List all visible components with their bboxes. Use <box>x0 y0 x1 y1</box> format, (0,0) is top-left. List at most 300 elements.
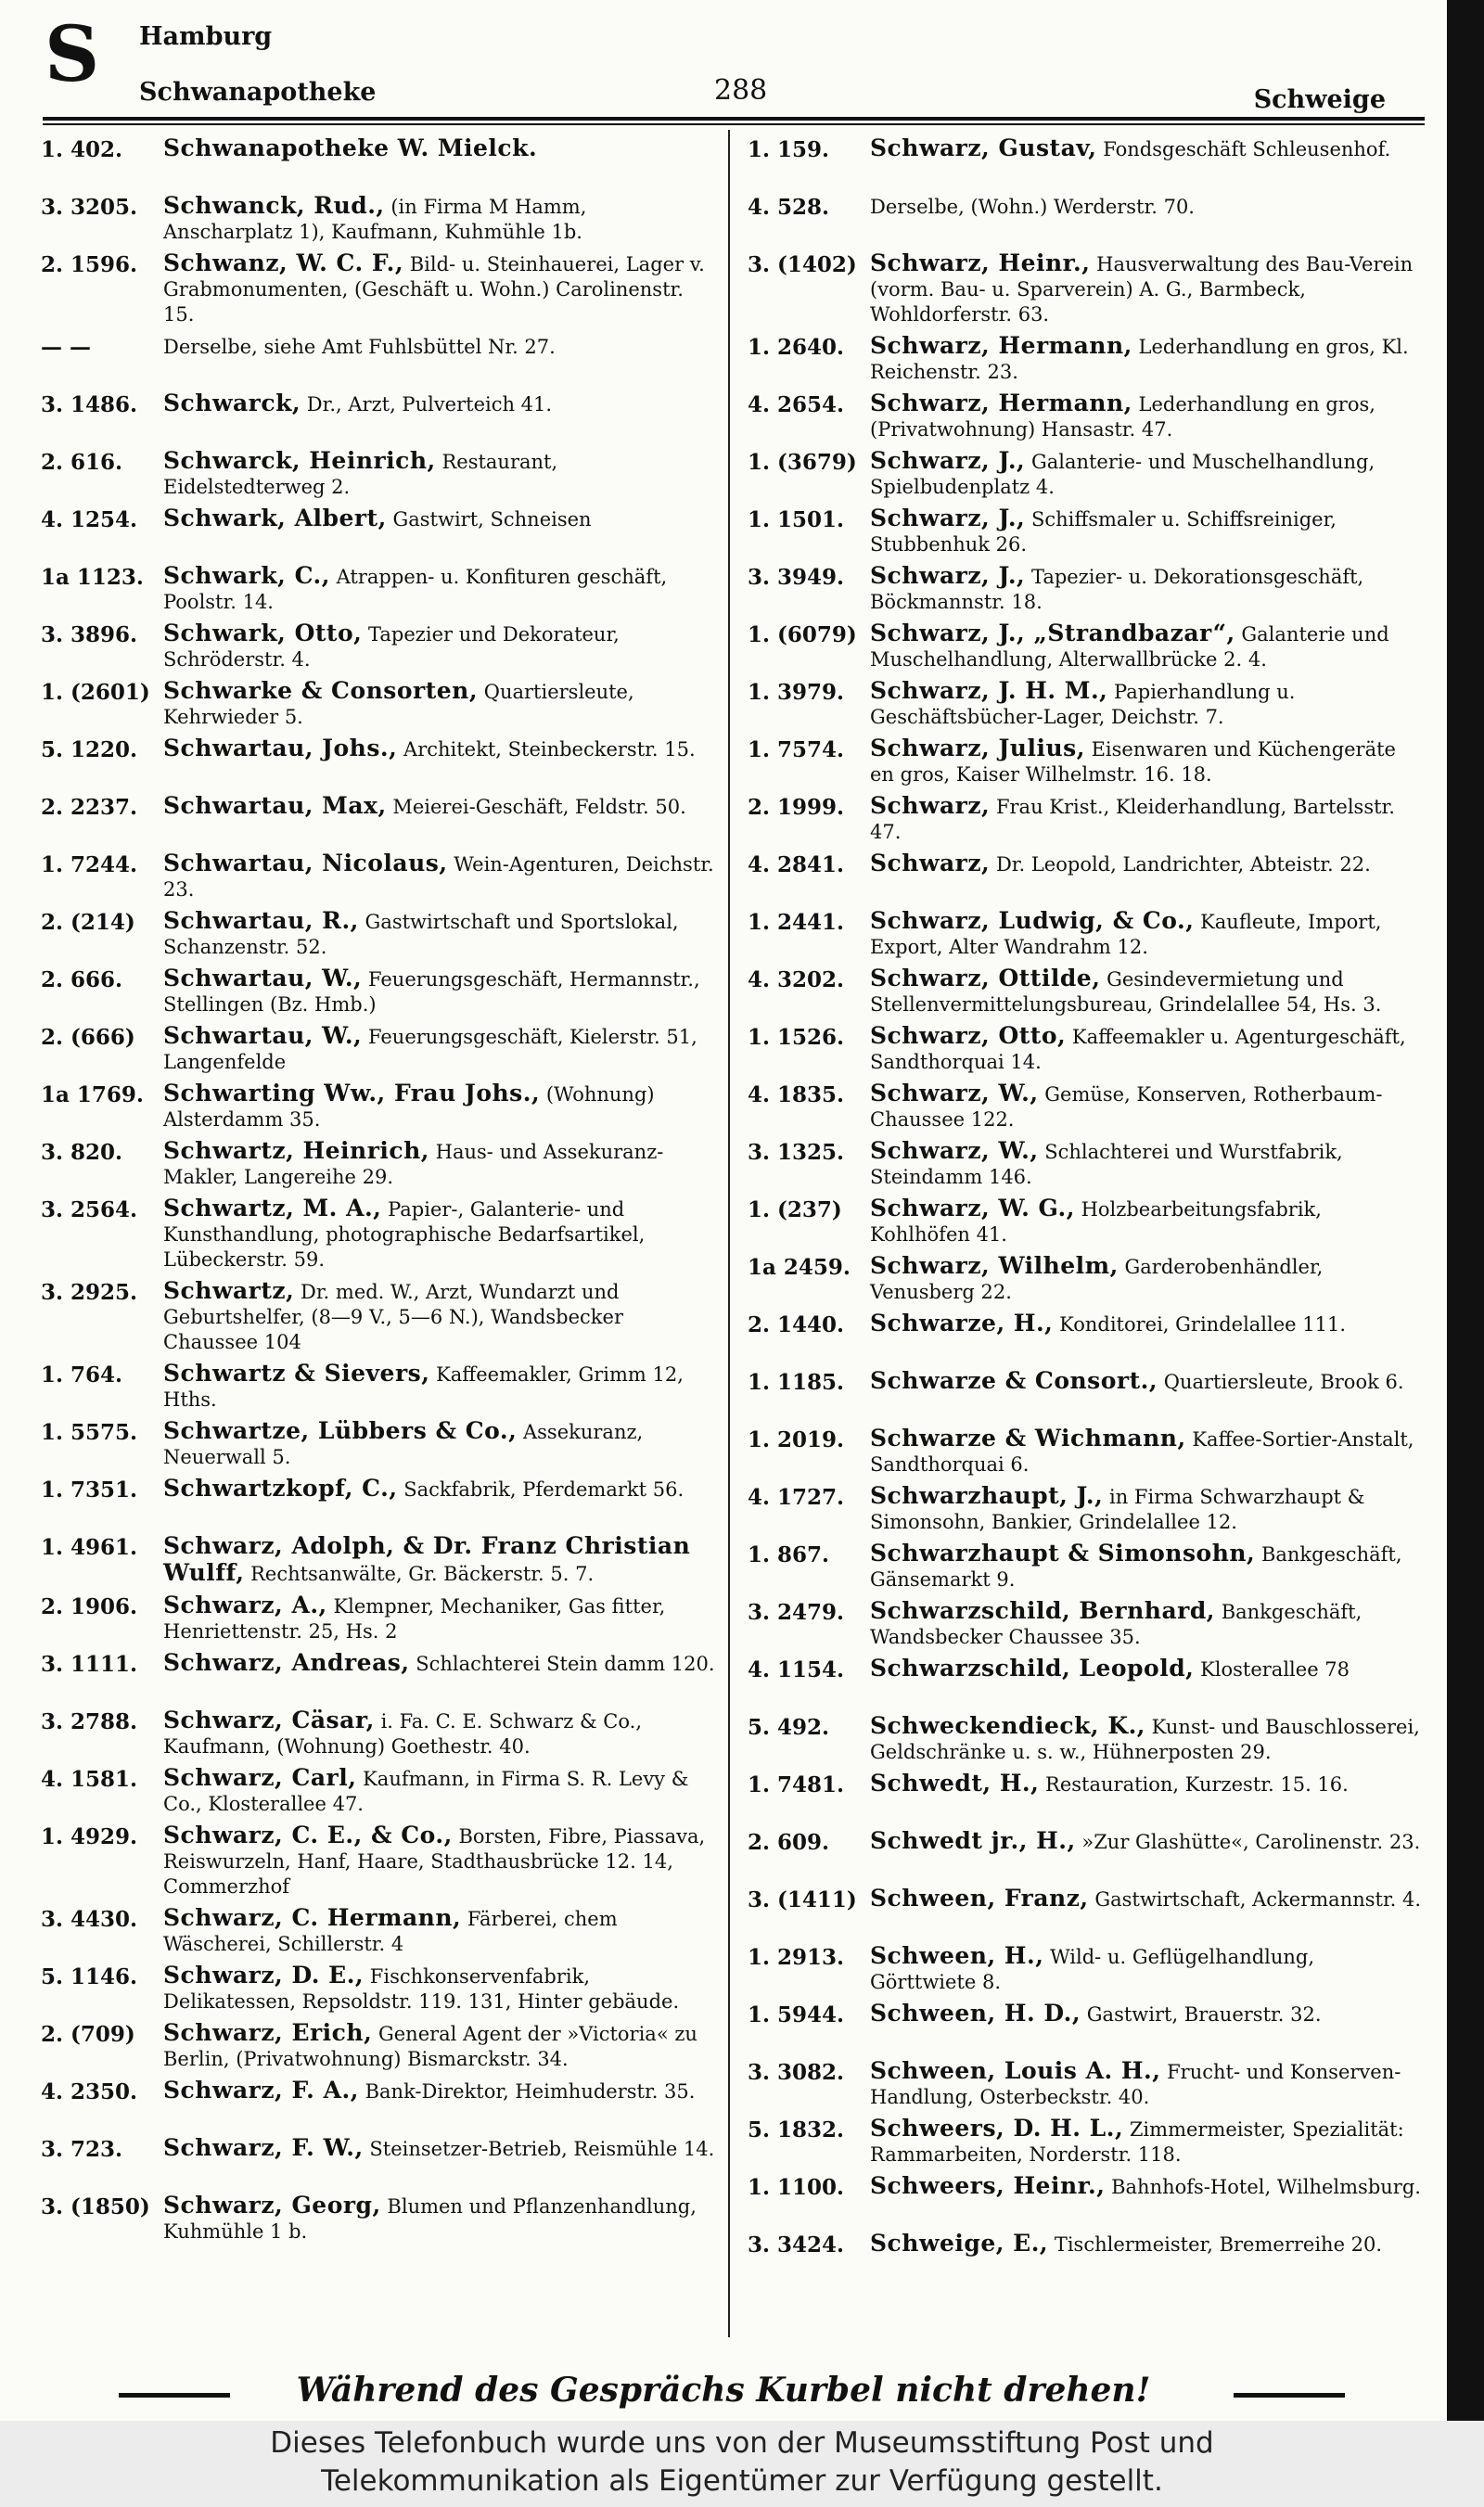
entry-name: Schwarz, Heinr., <box>870 249 1091 276</box>
phone-number: 2. (214) <box>41 910 135 935</box>
directory-entry <box>41 1765 716 1817</box>
entry-name: Schween, H., <box>870 1942 1044 1969</box>
entry-name: Schwanz, W. C. F., <box>163 249 404 276</box>
entry-details: Rechtsanwälte, Gr. Bäckerstr. 5. 7. <box>250 1563 595 1585</box>
entry-name: Schwartze, Lübbers & Co., <box>163 1417 518 1444</box>
phone-number: 4. 1581. <box>41 1767 138 1792</box>
entry-body <box>870 1483 1423 1535</box>
phone-number: 2. (709) <box>41 2022 135 2047</box>
directory-entry <box>41 1023 716 1075</box>
directory-entry <box>748 1771 1423 1823</box>
entry-name: Schwartz, Heinrich, <box>163 1137 429 1164</box>
directory-entry <box>748 2173 1423 2225</box>
entry-body <box>870 1138 1423 1190</box>
entry-name: Schwarz, <box>870 792 991 819</box>
entry-name: Schwarz, J., <box>870 562 1026 589</box>
directory-entry <box>41 1533 716 1587</box>
directory-entry <box>41 1905 716 1957</box>
entry-body <box>163 1592 716 1644</box>
directory-entry <box>41 2193 716 2245</box>
directory-entry <box>41 2078 716 2130</box>
entry-name: Schwarz, W. G., <box>870 1195 1075 1222</box>
entry-details: Konditorei, Grindelallee 111. <box>1059 1313 1347 1336</box>
entry-body <box>163 793 716 820</box>
entry-body <box>870 851 1423 877</box>
entry-details: Meierei-Geschäft, Feldstr. 50. <box>392 796 686 818</box>
entry-details: Papierhandlung u. Geschäftsbücher-Lager, Deichstr. 7. <box>870 681 1296 728</box>
entry-name: Schwartz, M. A., <box>163 1195 382 1222</box>
phone-number: 3. 820. <box>41 1140 123 1165</box>
entry-name: Schwarke & Consorten, <box>163 677 479 704</box>
phone-number: 1. 1526. <box>748 1025 845 1050</box>
header-first-entry: Schwanapotheke <box>139 78 377 107</box>
entry-body <box>163 448 716 500</box>
entry-details: Fischkonservenfabrik, Delikatessen, Repsoldstr. 119. 131, Hinter gebäude. <box>163 1965 680 2013</box>
phone-number: 1. 4929. <box>41 1824 138 1849</box>
entry-name: Schwarz, Ludwig, & Co., <box>870 907 1195 934</box>
entry-details: Gemüse, Konserven, Rotherbaum-Chaussee 122. <box>870 1083 1383 1131</box>
phone-number: 1. 2019. <box>748 1427 845 1452</box>
phone-number: 1. 764. <box>41 1362 123 1388</box>
phone-number: 1. 7244. <box>41 852 138 877</box>
phone-number: 2. 609. <box>748 1830 830 1855</box>
entry-body <box>870 1541 1423 1592</box>
entry-details: Derselbe, (Wohn.) Werderstr. 70. <box>870 196 1195 218</box>
phone-number: 2. 616. <box>41 450 123 475</box>
phone-number: — — <box>41 335 92 360</box>
directory-entry <box>748 1541 1423 1592</box>
entry-body <box>870 1943 1423 1995</box>
directory-entry <box>41 1823 716 1899</box>
entry-body <box>870 193 1423 220</box>
directory-entry <box>748 1023 1423 1075</box>
entry-details: Tischlermeister, Bremerreihe 20. <box>1054 2233 1383 2256</box>
entry-name: Schwarzhaupt & Simonsohn, <box>870 1540 1256 1567</box>
entry-name: Schweige, E., <box>870 2230 1049 2257</box>
phone-number: 3. 723. <box>41 2137 123 2162</box>
entry-name: Schwarck, <box>163 390 301 416</box>
entry-name: Schwarting Ww., Frau Johs., <box>163 1080 541 1106</box>
directory-entry <box>41 1963 716 2015</box>
directory-entry <box>41 1592 716 1644</box>
directory-entry <box>748 1081 1423 1132</box>
phone-number: 3. 1325. <box>748 1140 845 1165</box>
directory-entry <box>41 505 716 557</box>
entry-name: Schweers, Heinr., <box>870 2172 1106 2199</box>
left-column <box>41 135 716 2250</box>
phone-number: 1. 1100. <box>748 2175 845 2200</box>
entry-details: Kaffeemakler u. Agenturgeschäft, Sandthorquai 14. <box>870 1026 1406 1073</box>
entry-name: Schwarz, Otto, <box>870 1022 1067 1049</box>
header-last-entry: Schweige <box>1253 85 1386 114</box>
directory-entry <box>748 2001 1423 2053</box>
directory-entry <box>748 1598 1423 1650</box>
entry-name: Schween, H. D., <box>870 2000 1081 2027</box>
footer-rule-right <box>1234 2393 1345 2398</box>
entry-name: Schwarz, Georg, <box>163 2192 381 2219</box>
directory-entry <box>748 1656 1423 1708</box>
entry-details: Lederhandlung en gros, (Privatwohnung) Hansastr. 47. <box>870 393 1375 441</box>
directory-entry <box>748 1138 1423 1190</box>
phone-number: 4. 2654. <box>748 392 845 417</box>
entry-body <box>870 448 1423 500</box>
entry-body <box>163 250 716 327</box>
entry-details: Galanterie und Muschelhandlung, Alterwallbrücke 2. 4. <box>870 623 1389 671</box>
directory-entry <box>748 735 1423 787</box>
entry-details: Steinsetzer-Betrieb, Reismühle 14. <box>369 2138 715 2160</box>
directory-entry <box>748 2058 1423 2110</box>
directory-entry <box>41 390 716 442</box>
phone-number: 2. 1906. <box>41 1594 138 1619</box>
entry-details: Schiffsmaler u. Schiffsreiniger, Stubbenhuk 26. <box>870 508 1337 556</box>
entry-body <box>163 2193 716 2245</box>
entry-body <box>870 1253 1423 1305</box>
entry-body <box>163 193 716 245</box>
entry-name: Schwartau, Johs., <box>163 735 398 761</box>
entry-details: (in Firma M Hamm, Anscharplatz 1), Kaufmann, Kuhmühle 1b. <box>163 196 587 243</box>
entry-body <box>870 390 1423 442</box>
entry-details: General Agent der »Victoria« zu Berlin, (Privatwohnung) Bismarckstr. 34. <box>163 2023 697 2070</box>
header-rule <box>43 117 1425 121</box>
directory-entry <box>41 735 716 787</box>
entry-body <box>163 1533 716 1587</box>
entry-body <box>870 1771 1423 1797</box>
entry-name: Schwarz, Carl, <box>163 1764 357 1791</box>
entry-details: Kaffee-Sortier-Anstalt, Sandthorquai 6. <box>870 1428 1414 1476</box>
directory-entry <box>41 678 716 730</box>
entry-details: Kaffeemakler, Grimm 12, Hths. <box>163 1363 684 1411</box>
entry-details: Assekuranz, Neuerwall 5. <box>163 1421 644 1468</box>
directory-entry <box>748 1828 1423 1880</box>
entry-name: Schwark, Otto, <box>163 620 363 646</box>
entry-name: Schwarz, Wilhelm, <box>870 1252 1119 1279</box>
directory-entry <box>748 793 1423 845</box>
directory-entry <box>41 135 716 187</box>
entry-body <box>163 1708 716 1759</box>
phone-number: 1. 4961. <box>41 1535 138 1560</box>
entry-body <box>870 505 1423 557</box>
directory-entry <box>748 620 1423 672</box>
page-number: 288 <box>714 74 768 107</box>
caption-line-1: Dieses Telefonbuch wurde uns von der Museumsstiftung Post und <box>270 2426 1214 2460</box>
directory-entry <box>748 135 1423 187</box>
entry-details: Tapezier- u. Dekorationsgeschäft, Böckmannstr. 18. <box>870 566 1364 613</box>
entry-details: Restaurant, Eidelstedterweg 2. <box>163 451 558 498</box>
phone-number: 4. 1254. <box>41 507 138 532</box>
entry-body <box>870 333 1423 385</box>
directory-entry <box>748 505 1423 557</box>
entry-details: Schlachterei und Wurstfabrik, Steindamm 146. <box>870 1141 1343 1188</box>
entry-body <box>870 1886 1423 1912</box>
entry-details: Gastwirt, Brauerstr. 32. <box>1086 2003 1322 2026</box>
entry-name: Schwarz, C. E., & Co., <box>163 1822 453 1848</box>
directory-entry <box>748 851 1423 902</box>
phone-number: 3. (1411) <box>748 1887 857 1912</box>
entry-body <box>870 1828 1423 1855</box>
entry-name: Schwartzkopf, C., <box>163 1475 398 1502</box>
entry-body <box>870 1598 1423 1650</box>
phone-number: 1. 1185. <box>748 1370 845 1395</box>
entry-name: Schwarze, H., <box>870 1310 1054 1337</box>
phone-number: 1. 5575. <box>41 1420 138 1445</box>
entry-body <box>163 1278 716 1355</box>
entry-body <box>870 1426 1423 1477</box>
phone-number: 1a 2459. <box>748 1255 851 1280</box>
directory-entry <box>748 1368 1423 1420</box>
directory-entry <box>41 1361 716 1413</box>
ownership-caption <box>0 2421 1484 2507</box>
entry-body <box>163 1765 716 1817</box>
header-rule-thin <box>43 123 1425 125</box>
phone-number: 5. 1832. <box>748 2117 845 2142</box>
entry-body <box>163 563 716 615</box>
phone-number: 4. 1154. <box>748 1657 845 1682</box>
phone-number: 5. 1146. <box>41 1964 138 1989</box>
phone-number: 1. (6079) <box>748 622 857 647</box>
phone-number: 4. 528. <box>748 195 830 220</box>
phone-number: 1. 867. <box>748 1542 830 1567</box>
entry-body <box>870 2116 1423 2168</box>
entry-body <box>870 563 1423 615</box>
entry-body <box>870 1311 1423 1337</box>
directory-entry <box>748 2116 1423 2168</box>
directory-entry <box>748 1196 1423 1247</box>
entry-details: Fondsgeschäft Schleusenhof. <box>1103 138 1391 160</box>
entry-body <box>870 1081 1423 1132</box>
directory-entry <box>748 1483 1423 1535</box>
entry-details: Quartiersleute, Kehrwieder 5. <box>163 681 634 728</box>
entry-body <box>163 620 716 672</box>
phone-number: 1. (237) <box>748 1197 842 1222</box>
entry-body <box>163 1418 716 1470</box>
entry-body <box>163 505 716 532</box>
entry-name: Schwarz, J., <box>870 447 1026 474</box>
entry-name: Schwarz, Cäsar, <box>163 1707 375 1733</box>
entry-body <box>163 2078 716 2104</box>
entry-name: Schwarz, Julius, <box>870 735 1085 761</box>
directory-entry <box>748 908 1423 960</box>
phone-number: 1a 1769. <box>41 1082 144 1107</box>
entry-details: Kaufmann, in Firma S. R. Levy & Co., Klosterallee 47. <box>163 1768 689 1815</box>
phone-number: 4. 1835. <box>748 1082 845 1107</box>
directory-entry <box>748 966 1423 1017</box>
phone-number: 1. 159. <box>748 137 830 162</box>
entry-body <box>163 1963 716 2015</box>
footer-notice: Während des Gesprächs Kurbel nicht drehen! <box>296 2371 1151 2410</box>
phone-number: 3. (1402) <box>748 252 857 277</box>
entry-name: Schwarz, J., <box>870 505 1026 531</box>
directory-entry <box>41 966 716 1017</box>
entry-name: Schweers, D. H. L., <box>870 2115 1124 2142</box>
directory-entry <box>41 1418 716 1470</box>
entry-name: Schween, Franz, <box>870 1885 1089 1912</box>
directory-entry <box>748 678 1423 730</box>
entry-body <box>163 1023 716 1075</box>
directory-entry <box>748 448 1423 500</box>
phone-number: 3. 3205. <box>41 195 138 220</box>
entry-name: Schwarz, W., <box>870 1137 1039 1164</box>
entry-details: Restauration, Kurzestr. 15. 16. <box>1045 1773 1349 1796</box>
entry-body <box>870 793 1423 845</box>
entry-body <box>870 1023 1423 1075</box>
entry-body <box>870 735 1423 787</box>
entry-name: Schwartau, W., <box>163 1022 363 1049</box>
entry-name: Schween, Louis A. H., <box>870 2057 1161 2084</box>
entry-details: Wild- u. Geflügelhandlung, Görttwiete 8. <box>870 1946 1315 1993</box>
entry-body <box>870 2173 1423 2200</box>
entry-body <box>870 2058 1423 2110</box>
phone-number: 1. 5944. <box>748 2002 845 2027</box>
entry-body <box>163 1081 716 1132</box>
entry-details: Dr. Leopold, Landrichter, Abteistr. 22. <box>995 853 1371 876</box>
directory-entry <box>41 448 716 500</box>
entry-details: Quartiersleute, Brook 6. <box>1163 1371 1404 1393</box>
entry-body <box>163 735 716 762</box>
entry-body <box>163 851 716 902</box>
caption-line-2: Telekommunikation als Eigentümer zur Verfügung gestellt. <box>321 2464 1163 2498</box>
entry-details: Dr., Arzt, Pulverteich 41. <box>306 393 553 416</box>
entry-name: Schwarz, Hermann, <box>870 332 1132 359</box>
directory-entry <box>748 390 1423 442</box>
directory-entry <box>41 563 716 615</box>
entry-name: Schwarz, J. H. M., <box>870 677 1108 704</box>
phone-number: 3. 2479. <box>748 1600 845 1625</box>
entry-name: Schwarz, Gustav, <box>870 134 1097 161</box>
entry-name: Schwarzschild, Bernhard, <box>870 1597 1216 1624</box>
entry-details: Frucht- und Konserven-Handlung, Osterbeckstr. 40. <box>870 2061 1401 2108</box>
entry-details: Frau Krist., Kleiderhandlung, Bartelsstr. 47. <box>870 796 1395 843</box>
entry-name: Schwarz, F. W., <box>163 2134 364 2161</box>
entry-name: Schwartau, Nicolaus, <box>163 850 448 876</box>
entry-details: Gastwirtschaft, Ackermannstr. 4. <box>1094 1888 1422 1911</box>
entry-body <box>163 1476 716 1503</box>
entry-details: »Zur Glashütte«, Carolinenstr. 23. <box>1081 1831 1421 1853</box>
entry-details: Tapezier und Dekorateur, Schröderstr. 4. <box>163 623 620 671</box>
entry-name: Schwark, Albert, <box>163 505 387 531</box>
entry-details: Derselbe, siehe Amt Fuhlsbüttel Nr. 27. <box>163 336 556 358</box>
entry-name: Schwarzschild, Leopold, <box>870 1655 1195 1682</box>
entry-body <box>870 1368 1423 1395</box>
entry-details: Schlachterei Stein damm 120. <box>416 1653 715 1675</box>
phone-number: 3. 3949. <box>748 565 845 590</box>
entry-name: Schwarz, D. E., <box>163 1962 365 1989</box>
phone-number: 2. 1596. <box>41 252 138 277</box>
entry-body <box>163 1196 716 1273</box>
entry-details: Bank-Direktor, Heimhuderstr. 35. <box>365 2080 696 2103</box>
entry-details: Bild- u. Steinhauerei, Lager v. Grabmonumenten, (Geschäft u. Wohn.) Carolinenstr. 15. <box>163 253 705 326</box>
entry-body <box>870 2231 1423 2258</box>
entry-body <box>870 2001 1423 2027</box>
entry-body <box>163 135 716 162</box>
phone-number: 1. 2913. <box>748 1945 845 1970</box>
entry-details: Eisenwaren und Küchengeräte en gros, Kaiser Wilhelmstr. 16. 18. <box>870 738 1396 786</box>
directory-entry <box>41 1476 716 1528</box>
entry-details: Feuerungsgeschäft, Kielerstr. 51, Langenfelde <box>163 1026 697 1073</box>
entry-body <box>163 390 716 417</box>
entry-name: Schwartz, <box>163 1277 295 1304</box>
entry-details: Zimmermeister, Spezialität: Rammarbeiten, Norderstr. 118. <box>870 2118 1404 2166</box>
directory-entry <box>41 193 716 245</box>
entry-body <box>163 1823 716 1899</box>
entry-details: Feuerungsgeschäft, Hermannstr., Stellingen (Bz. Hmb.) <box>163 968 700 1016</box>
phone-number: 3. (1850) <box>41 2194 150 2219</box>
entry-name: Schwartau, W., <box>163 965 363 991</box>
entry-details: Kaufleute, Import, Export, Alter Wandrahm 12. <box>870 911 1382 958</box>
entry-details: Blumen und Pflanzenhandlung, Kuhmühle 1 b. <box>163 2195 697 2243</box>
entry-body <box>163 2135 716 2162</box>
directory-entry <box>748 1253 1423 1305</box>
entry-details: Kunst- und Bauschlosserei, Geldschränke u. s. w., Hühnerposten 29. <box>870 1716 1420 1763</box>
entry-details: Bahnhofs-Hotel, Wilhelmsburg. <box>1111 2176 1421 2198</box>
directory-entry <box>41 1650 716 1702</box>
entry-name: Schwarz, A., <box>163 1592 327 1618</box>
entry-body <box>870 1713 1423 1765</box>
phone-number: 5. 492. <box>748 1715 830 1740</box>
entry-body <box>870 966 1423 1017</box>
entry-body <box>163 1650 716 1677</box>
entry-details: Garderobenhändler, Venusberg 22. <box>870 1256 1324 1303</box>
directory-entry <box>41 851 716 902</box>
directory-entry <box>41 1708 716 1759</box>
phone-number: 1. (3679) <box>748 450 857 475</box>
entry-name: Schwark, C., <box>163 562 330 589</box>
entry-details: Bankgeschäft, Gänsemarkt 9. <box>870 1543 1402 1591</box>
directory-entry <box>748 2231 1423 2283</box>
entry-details: Haus- und Assekuranz-Makler, Langereihe 29. <box>163 1141 664 1188</box>
entry-name: Schweckendieck, K., <box>870 1712 1145 1739</box>
entry-name: Schwedt, H., <box>870 1770 1040 1797</box>
entry-details: Gesindevermietung und Stellenvermittelungsbureau, Grindelallee 54, Hs. 3. <box>870 968 1382 1016</box>
entry-details: Atrappen- u. Konfituren geschäft, Poolstr. 14. <box>163 566 668 613</box>
entry-details: Klempner, Mechaniker, Gas fitter, Henriettenstr. 25, Hs. 2 <box>163 1595 666 1643</box>
phone-number: 1. 3979. <box>748 680 845 705</box>
phone-number: 3. 3082. <box>748 2060 845 2085</box>
directory-entry <box>41 1196 716 1273</box>
entry-body <box>163 1905 716 1957</box>
entry-name: Schwarz, Erich, <box>163 2019 373 2046</box>
phone-number: 1. 7351. <box>41 1477 138 1503</box>
entry-body <box>870 678 1423 730</box>
entry-body <box>870 1656 1423 1682</box>
phone-number: 3. 3896. <box>41 622 138 647</box>
entry-body <box>870 250 1423 327</box>
directory-entry <box>41 1138 716 1190</box>
directory-entry <box>748 1713 1423 1765</box>
phone-number: 2. 1999. <box>748 795 845 820</box>
phone-number: 5. 1220. <box>41 737 138 762</box>
entry-details: Holzbearbeitungsfabrik, Kohlhöfen 41. <box>870 1198 1322 1246</box>
entry-body <box>163 333 716 360</box>
entry-details: Klosterallee 78 <box>1200 1658 1350 1681</box>
directory-entry <box>41 2020 716 2072</box>
entry-name: Schwartau, Max, <box>163 792 387 819</box>
directory-entry <box>41 620 716 672</box>
directory-entry <box>748 1426 1423 1477</box>
entry-name: Schwanapotheke W. Mielck. <box>163 134 538 161</box>
phone-number: 3. 3424. <box>748 2232 845 2258</box>
phone-number: 1. 2640. <box>748 335 845 360</box>
directory-entry <box>748 193 1423 245</box>
entry-name: Schwarzhaupt, J., <box>870 1482 1104 1509</box>
entry-details: Sackfabrik, Pferdemarkt 56. <box>403 1478 684 1501</box>
phone-number: 3. 1486. <box>41 392 138 417</box>
phone-number: 4. 2841. <box>748 852 845 877</box>
entry-name: Schwedt jr., H., <box>870 1827 1076 1854</box>
entry-name: Schwarck, Heinrich, <box>163 447 436 474</box>
phone-number: 1. (2601) <box>41 680 150 705</box>
section-letter: S <box>45 10 100 99</box>
directory-entry <box>748 250 1423 327</box>
